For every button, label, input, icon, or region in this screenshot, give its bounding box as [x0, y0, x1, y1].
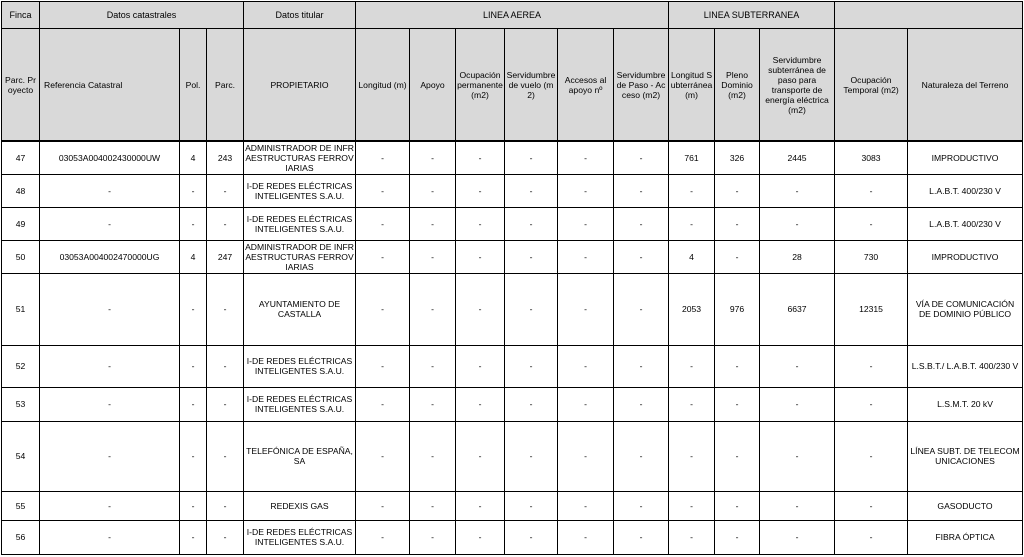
cell-parc: 243	[207, 141, 244, 174]
cell-pol: -	[180, 387, 207, 421]
cell-apoyo: -	[410, 345, 456, 387]
col-parc: Parc.	[207, 29, 244, 142]
col-propietario: PROPIETARIO	[244, 29, 356, 142]
col-naturaleza: Naturaleza del Terreno	[908, 29, 1023, 142]
cell-prop: I-DE REDES ELÉCTRICAS INTELIGENTES S.A.U.	[244, 207, 356, 240]
cell-pol: -	[180, 174, 207, 207]
cell-parc: -	[207, 520, 244, 554]
cell-pol: -	[180, 207, 207, 240]
cell-ref: -	[40, 491, 180, 520]
cell-paso: -	[614, 273, 669, 345]
cell-finca: 48	[2, 174, 40, 207]
cell-servsub: -	[760, 421, 835, 491]
cell-pol: 4	[180, 141, 207, 174]
cell-vuelo: -	[505, 273, 558, 345]
cell-finca: 50	[2, 240, 40, 273]
cell-ocuptemp: -	[835, 421, 908, 491]
cell-pleno: -	[715, 421, 760, 491]
cell-paso: -	[614, 345, 669, 387]
cell-ref: -	[40, 273, 180, 345]
cell-longsub: -	[669, 520, 715, 554]
cell-longsub: 4	[669, 240, 715, 273]
cell-ref: -	[40, 174, 180, 207]
cell-parc: -	[207, 207, 244, 240]
cell-ocup: -	[456, 345, 505, 387]
cell-vuelo: -	[505, 387, 558, 421]
cell-pol: -	[180, 421, 207, 491]
cell-prop: ADMINISTRADOR DE INFRAESTRUCTURAS FERROVIARIAS	[245, 241, 354, 272]
cell-naturaleza: L.A.B.T. 400/230 V	[908, 207, 1023, 240]
cell-apoyo: -	[410, 174, 456, 207]
cell-ocup: -	[456, 421, 505, 491]
cell-vuelo: -	[505, 207, 558, 240]
col-parc-proyecto: Parc. Proyecto	[2, 29, 40, 142]
cell-long: -	[356, 520, 410, 554]
cell-accesos: -	[558, 491, 614, 520]
group-datos-catastrales: Datos catastrales	[40, 2, 244, 29]
cell-naturaleza: LÍNEA SUBT. DE TELECOMUNICACIONES	[908, 421, 1023, 491]
cell-pleno: -	[715, 387, 760, 421]
table-row	[2, 174, 1023, 207]
table-row	[2, 387, 1023, 421]
cell-pleno: -	[715, 207, 760, 240]
cell-pleno: 326	[715, 141, 760, 174]
cell-finca: 54	[2, 421, 40, 491]
cell-prop: I-DE REDES ELÉCTRICAS INTELIGENTES S.A.U.	[244, 174, 356, 207]
group-linea-aerea: LINEA AEREA	[356, 2, 669, 29]
cell-pleno: -	[715, 520, 760, 554]
cell-prop: I-DE REDES ELÉCTRICAS INTELIGENTES S.A.U.	[244, 387, 356, 421]
cell-finca: 56	[2, 520, 40, 554]
cell-ocuptemp: 730	[835, 240, 908, 273]
col-servidumbre-paso: Servidumbre de Paso - Acceso (m2)	[614, 29, 669, 142]
cell-pol: -	[180, 345, 207, 387]
cell-finca: 55	[2, 491, 40, 520]
table-body	[2, 141, 1023, 554]
cell-pleno: -	[715, 174, 760, 207]
cell-ref: -	[40, 387, 180, 421]
cell-ocup: -	[456, 387, 505, 421]
column-header-row	[2, 29, 1023, 142]
cell-ocuptemp: 12315	[835, 273, 908, 345]
cell-apoyo: -	[410, 520, 456, 554]
cell-accesos: -	[558, 421, 614, 491]
cell-naturaleza: L.S.B.T./ L.A.B.T. 400/230 V	[908, 345, 1023, 387]
cell-servsub: -	[760, 491, 835, 520]
cell-accesos: -	[558, 141, 614, 174]
cell-ocup: -	[456, 491, 505, 520]
cell-prop: AYUNTAMIENTO DE CASTALLA	[244, 273, 356, 345]
cell-ref: -	[40, 345, 180, 387]
cell-apoyo: -	[410, 207, 456, 240]
table-row	[2, 345, 1023, 387]
cell-naturaleza: GASODUCTO	[908, 491, 1023, 520]
cell-prop: I-DE REDES ELÉCTRICAS INTELIGENTES S.A.U.	[244, 520, 356, 554]
cell-long: -	[356, 345, 410, 387]
table-row	[2, 273, 1023, 345]
cell-pol: -	[180, 273, 207, 345]
col-ocupacion-permanente: Ocupación permanente (m2)	[456, 29, 505, 142]
cell-long: -	[356, 387, 410, 421]
cell-longsub: -	[669, 421, 715, 491]
cell-parc: -	[207, 387, 244, 421]
cell-parc: -	[207, 421, 244, 491]
cell-servsub: 6637	[760, 273, 835, 345]
cell-ocuptemp: -	[835, 174, 908, 207]
cell-accesos: -	[558, 520, 614, 554]
cell-ocup: -	[456, 520, 505, 554]
cell-long: -	[356, 174, 410, 207]
group-blank	[835, 2, 1023, 29]
cell-ref: 03053A004002470000UG	[40, 240, 180, 273]
col-pol: Pol.	[180, 29, 207, 142]
col-pleno-dominio: Pleno Dominio (m2)	[715, 29, 760, 142]
cell-ref: -	[40, 207, 180, 240]
cell-pol: -	[180, 491, 207, 520]
cell-paso: -	[614, 491, 669, 520]
table-row	[2, 491, 1023, 520]
cell-pol: 4	[180, 240, 207, 273]
cell-ocup: -	[456, 207, 505, 240]
cell-servsub: 2445	[760, 141, 835, 174]
group-datos-titular: Datos titular	[244, 2, 356, 29]
cell-parc: -	[207, 345, 244, 387]
cell-vuelo: -	[505, 345, 558, 387]
cell-longsub: 761	[669, 141, 715, 174]
cell-long: -	[356, 421, 410, 491]
col-accesos-apoyo: Accesos al apoyo nº	[558, 29, 614, 142]
cell-ocup: -	[456, 240, 505, 273]
cell-finca: 52	[2, 345, 40, 387]
cell-parc: -	[207, 273, 244, 345]
cell-parc: -	[207, 174, 244, 207]
cell-servsub: -	[760, 207, 835, 240]
cell-longsub: -	[669, 387, 715, 421]
cell-vuelo: -	[505, 141, 558, 174]
group-header-row	[2, 2, 1023, 29]
cell-vuelo: -	[505, 520, 558, 554]
cell-ref: -	[40, 520, 180, 554]
cell-pleno: -	[715, 491, 760, 520]
cell-finca: 47	[2, 141, 40, 174]
cell-prop: TELEFÓNICA DE ESPAÑA, SA	[244, 421, 356, 491]
cell-ocup: -	[456, 141, 505, 174]
cell-parc: -	[207, 491, 244, 520]
table-row	[2, 520, 1023, 554]
cell-naturaleza: FIBRA ÓPTICA	[908, 520, 1023, 554]
cell-paso: -	[614, 174, 669, 207]
cell-long: -	[356, 491, 410, 520]
cell-finca: 49	[2, 207, 40, 240]
cell-ocuptemp: -	[835, 491, 908, 520]
table-row	[2, 240, 1023, 273]
parcel-table	[1, 1, 1023, 555]
cell-longsub: -	[669, 345, 715, 387]
cell-longsub: -	[669, 174, 715, 207]
cell-longsub: -	[669, 207, 715, 240]
cell-vuelo: -	[505, 421, 558, 491]
table-row	[2, 141, 1023, 174]
cell-paso: -	[614, 421, 669, 491]
table-row	[2, 421, 1023, 491]
cell-apoyo: -	[410, 273, 456, 345]
cell-naturaleza: L.S.M.T. 20 kV	[908, 387, 1023, 421]
cell-apoyo: -	[410, 387, 456, 421]
cell-ocuptemp: 3083	[835, 141, 908, 174]
cell-paso: -	[614, 387, 669, 421]
cell-paso: -	[614, 207, 669, 240]
cell-accesos: -	[558, 387, 614, 421]
table-row	[2, 207, 1023, 240]
cell-ocuptemp: -	[835, 207, 908, 240]
cell-ocuptemp: -	[835, 345, 908, 387]
cell-pleno: 976	[715, 273, 760, 345]
cell-ocup: -	[456, 273, 505, 345]
cell-apoyo: -	[410, 240, 456, 273]
cell-apoyo: -	[410, 421, 456, 491]
cell-servsub: -	[760, 387, 835, 421]
cell-accesos: -	[558, 174, 614, 207]
cell-long: -	[356, 207, 410, 240]
col-longitud-subterranea: Longitud Subterránea (m)	[669, 29, 715, 142]
group-finca: Finca	[2, 2, 40, 29]
group-linea-subterranea: LINEA SUBTERRANEA	[669, 2, 835, 29]
cell-paso: -	[614, 520, 669, 554]
col-servidumbre-vuelo: Servidumbre de vuelo (m2)	[505, 29, 558, 142]
cell-vuelo: -	[505, 174, 558, 207]
cell-naturaleza: IMPRODUCTIVO	[908, 240, 1023, 273]
cell-prop: REDEXIS GAS	[244, 491, 356, 520]
cell-naturaleza: IMPRODUCTIVO	[908, 141, 1023, 174]
cell-servsub: 28	[760, 240, 835, 273]
cell-vuelo: -	[505, 240, 558, 273]
cell-accesos: -	[558, 273, 614, 345]
cell-longsub: 2053	[669, 273, 715, 345]
col-ocupacion-temporal: Ocupación Temporal (m2)	[835, 29, 908, 142]
cell-paso: -	[614, 240, 669, 273]
cell-servsub: -	[760, 520, 835, 554]
table-header	[2, 2, 1023, 142]
cell-servsub: -	[760, 174, 835, 207]
cell-ref: 03053A004002430000UW	[40, 141, 180, 174]
cell-finca: 53	[2, 387, 40, 421]
cell-vuelo: -	[505, 491, 558, 520]
cell-ref: -	[40, 421, 180, 491]
cell-accesos: -	[558, 345, 614, 387]
cell-ocuptemp: -	[835, 387, 908, 421]
cell-prop: ADMINISTRADOR DE INFRAESTRUCTURAS FERROVIARIAS	[245, 142, 354, 173]
col-longitud: Longitud (m)	[356, 29, 410, 142]
cell-prop: I-DE REDES ELÉCTRICAS INTELIGENTES S.A.U.	[244, 345, 356, 387]
cell-pleno: -	[715, 240, 760, 273]
cell-long: -	[356, 273, 410, 345]
cell-ocuptemp: -	[835, 520, 908, 554]
col-apoyo: Apoyo	[410, 29, 456, 142]
cell-long: -	[356, 141, 410, 174]
cell-parc: 247	[207, 240, 244, 273]
cell-longsub: -	[669, 491, 715, 520]
cell-pol: -	[180, 520, 207, 554]
cell-long: -	[356, 240, 410, 273]
cell-accesos: -	[558, 207, 614, 240]
col-servidumbre-subterranea: Servidumbre subterránea de paso para transporte de energía eléctrica (m2)	[760, 29, 835, 142]
cell-pleno: -	[715, 345, 760, 387]
cell-paso: -	[614, 141, 669, 174]
cell-accesos: -	[558, 240, 614, 273]
cell-apoyo: -	[410, 141, 456, 174]
cell-ocup: -	[456, 174, 505, 207]
cell-apoyo: -	[410, 491, 456, 520]
cell-naturaleza: L.A.B.T. 400/230 V	[908, 174, 1023, 207]
cell-naturaleza: VÍA DE COMUNICACIÓN DE DOMINIO PÚBLICO	[908, 273, 1023, 345]
cell-finca: 51	[2, 273, 40, 345]
col-referencia-catastral: Referencia Catastral	[40, 29, 180, 142]
cell-servsub: -	[760, 345, 835, 387]
